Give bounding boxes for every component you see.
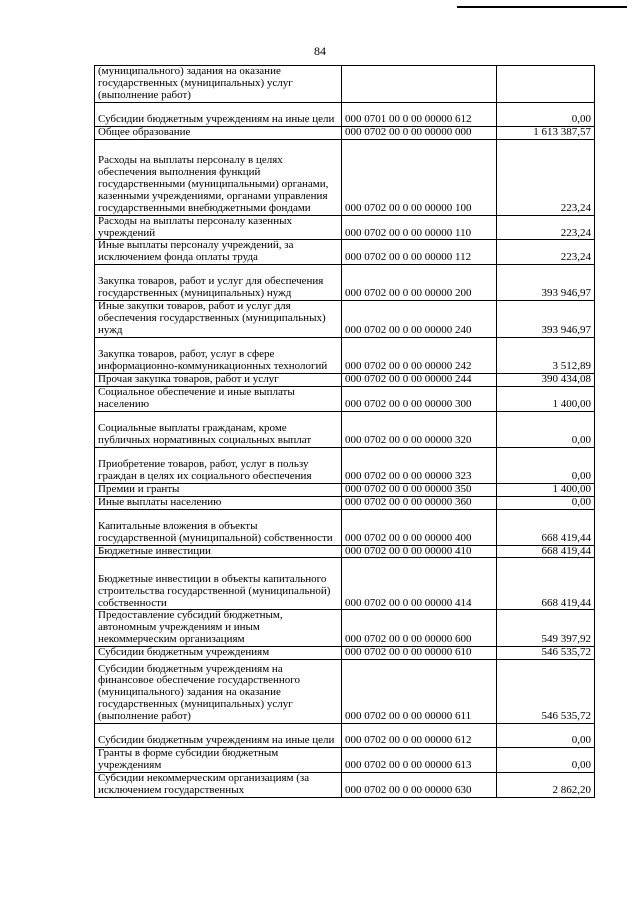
- row-name-cell: Закупка товаров, работ и услуг для обеспечения государственных (муниципальных) нужд: [95, 265, 342, 301]
- table-row: [95, 558, 595, 610]
- row-code-cell: 000 0702 00 0 00 00000 400: [342, 509, 497, 545]
- row-sum-cell: 1 400,00: [497, 386, 595, 411]
- table-row: [95, 496, 595, 509]
- row-code-cell: 000 0702 00 0 00 00000 000: [342, 126, 497, 139]
- table-row: [95, 265, 595, 301]
- row-name-cell: Закупка товаров, работ, услуг в сфере информационно-коммуникационных технологий: [95, 337, 342, 373]
- row-sum-cell: 223,24: [497, 215, 595, 240]
- row-sum-cell: 1 613 387,57: [497, 126, 595, 139]
- row-sum-cell: 546 535,72: [497, 660, 595, 724]
- row-code-cell: 000 0702 00 0 00 00000 410: [342, 545, 497, 558]
- row-sum-cell: 223,24: [497, 139, 595, 215]
- row-code-cell: 000 0702 00 0 00 00000 360: [342, 496, 497, 509]
- row-name-cell: Социальное обеспечение и иные выплаты населению: [95, 386, 342, 411]
- row-name-cell: Бюджетные инвестиции: [95, 545, 342, 558]
- table-row: [95, 545, 595, 558]
- row-name-cell: Иные выплаты персоналу учреждений, за исключением фонда оплаты труда: [95, 240, 342, 265]
- row-code-cell: 000 0702 00 0 00 00000 612: [342, 724, 497, 748]
- table-row: [95, 647, 595, 660]
- table-row: [95, 126, 595, 139]
- table-row: [95, 724, 595, 748]
- table-row: [95, 483, 595, 496]
- table-row: [95, 386, 595, 411]
- table-row: [95, 610, 595, 647]
- row-code-cell: 000 0702 00 0 00 00000 300: [342, 386, 497, 411]
- row-name-cell: Субсидии бюджетным учреждениям на иные цели: [95, 102, 342, 126]
- row-sum-cell: 2 862,20: [497, 772, 595, 797]
- row-name-cell: Премии и гранты: [95, 483, 342, 496]
- table-row: [95, 509, 595, 545]
- row-name-cell: Капитальные вложения в объекты государственной (муниципальной) собственности: [95, 509, 342, 545]
- row-code-cell: 000 0702 00 0 00 00000 240: [342, 301, 497, 338]
- row-code-cell: 000 0702 00 0 00 00000 242: [342, 337, 497, 373]
- row-name-cell: Приобретение товаров, работ, услуг в пользу граждан в целях их социального обеспечения: [95, 447, 342, 483]
- row-sum-cell: 668 419,44: [497, 545, 595, 558]
- row-sum-cell: 0,00: [497, 496, 595, 509]
- row-name-cell: Иные закупки товаров, работ и услуг для обеспечения государственных (муниципальных) нужд: [95, 301, 342, 338]
- table-row: [95, 373, 595, 386]
- row-name-cell: Бюджетные инвестиции в объекты капитального строительства государственной (муниципальной) собственности: [95, 558, 342, 610]
- row-sum-cell: [497, 66, 595, 103]
- row-sum-cell: 549 397,92: [497, 610, 595, 647]
- row-name-cell: Предоставление субсидий бюджетным, автономным учреждениям и иным некоммерческим организациям: [95, 610, 342, 647]
- row-name-cell: Субсидии некоммерческим организациям (за исключением государственных: [95, 772, 342, 797]
- row-sum-cell: 668 419,44: [497, 558, 595, 610]
- row-sum-cell: 0,00: [497, 748, 595, 773]
- row-code-cell: 000 0702 00 0 00 00000 630: [342, 772, 497, 797]
- row-name-cell: Иные выплаты населению: [95, 496, 342, 509]
- row-code-cell: 000 0701 00 0 00 00000 612: [342, 102, 497, 126]
- table-row: [95, 301, 595, 338]
- row-code-cell: 000 0702 00 0 00 00000 414: [342, 558, 497, 610]
- row-code-cell: 000 0702 00 0 00 00000 110: [342, 215, 497, 240]
- row-code-cell: 000 0702 00 0 00 00000 100: [342, 139, 497, 215]
- table-row: [95, 102, 595, 126]
- row-name-cell: Гранты в форме субсидии бюджетным учреждениям: [95, 748, 342, 773]
- table-row: [95, 139, 595, 215]
- row-sum-cell: 393 946,97: [497, 301, 595, 338]
- row-sum-cell: 393 946,97: [497, 265, 595, 301]
- row-code-cell: 000 0702 00 0 00 00000 610: [342, 647, 497, 660]
- budget-table-body: [95, 66, 595, 798]
- row-code-cell: 000 0702 00 0 00 00000 611: [342, 660, 497, 724]
- row-code-cell: 000 0702 00 0 00 00000 613: [342, 748, 497, 773]
- table-row: [95, 66, 595, 103]
- row-name-cell: (муниципального) задания на оказание государственных (муниципальных) услуг (выполнение работ): [95, 66, 342, 103]
- row-sum-cell: 546 535,72: [497, 647, 595, 660]
- table-row: [95, 447, 595, 483]
- row-code-cell: 000 0702 00 0 00 00000 600: [342, 610, 497, 647]
- row-name-cell: Субсидии бюджетным учреждениям на финансовое обеспечение государственного (муниципального) задания на оказание государственных (муниципальных) услуг (выполнение работ): [95, 660, 342, 724]
- row-sum-cell: 0,00: [497, 447, 595, 483]
- page-number: 84: [314, 44, 326, 58]
- table-row: [95, 748, 595, 773]
- row-code-cell: [342, 66, 497, 103]
- row-code-cell: 000 0702 00 0 00 00000 320: [342, 411, 497, 447]
- row-name-cell: Социальные выплаты гражданам, кроме публичных нормативных социальных выплат: [95, 411, 342, 447]
- table-row: [95, 411, 595, 447]
- row-code-cell: 000 0702 00 0 00 00000 244: [342, 373, 497, 386]
- budget-table: [94, 65, 595, 798]
- row-name-cell: Субсидии бюджетным учреждениям на иные цели: [95, 724, 342, 748]
- row-sum-cell: 3 512,89: [497, 337, 595, 373]
- row-code-cell: 000 0702 00 0 00 00000 112: [342, 240, 497, 265]
- row-name-cell: Расходы на выплаты персоналу в целях обеспечения выполнения функций государственными (муниципальными) органами, казенными учреждениями, органами управления государственными внебюджетными фондами: [95, 139, 342, 215]
- row-sum-cell: 223,24: [497, 240, 595, 265]
- row-sum-cell: 1 400,00: [497, 483, 595, 496]
- table-row: [95, 660, 595, 724]
- table-row: [95, 337, 595, 373]
- row-sum-cell: 0,00: [497, 724, 595, 748]
- row-sum-cell: 390 434,08: [497, 373, 595, 386]
- table-row: [95, 215, 595, 240]
- table-row: [95, 772, 595, 797]
- row-name-cell: Прочая закупка товаров, работ и услуг: [95, 373, 342, 386]
- row-sum-cell: 668 419,44: [497, 509, 595, 545]
- row-name-cell: Субсидии бюджетным учреждениям: [95, 647, 342, 660]
- row-name-cell: Общее образование: [95, 126, 342, 139]
- row-sum-cell: 0,00: [497, 102, 595, 126]
- top-rule: [457, 6, 627, 8]
- row-name-cell: Расходы на выплаты персоналу казенных учреждений: [95, 215, 342, 240]
- row-code-cell: 000 0702 00 0 00 00000 350: [342, 483, 497, 496]
- table-row: [95, 240, 595, 265]
- row-code-cell: 000 0702 00 0 00 00000 323: [342, 447, 497, 483]
- row-sum-cell: 0,00: [497, 411, 595, 447]
- row-code-cell: 000 0702 00 0 00 00000 200: [342, 265, 497, 301]
